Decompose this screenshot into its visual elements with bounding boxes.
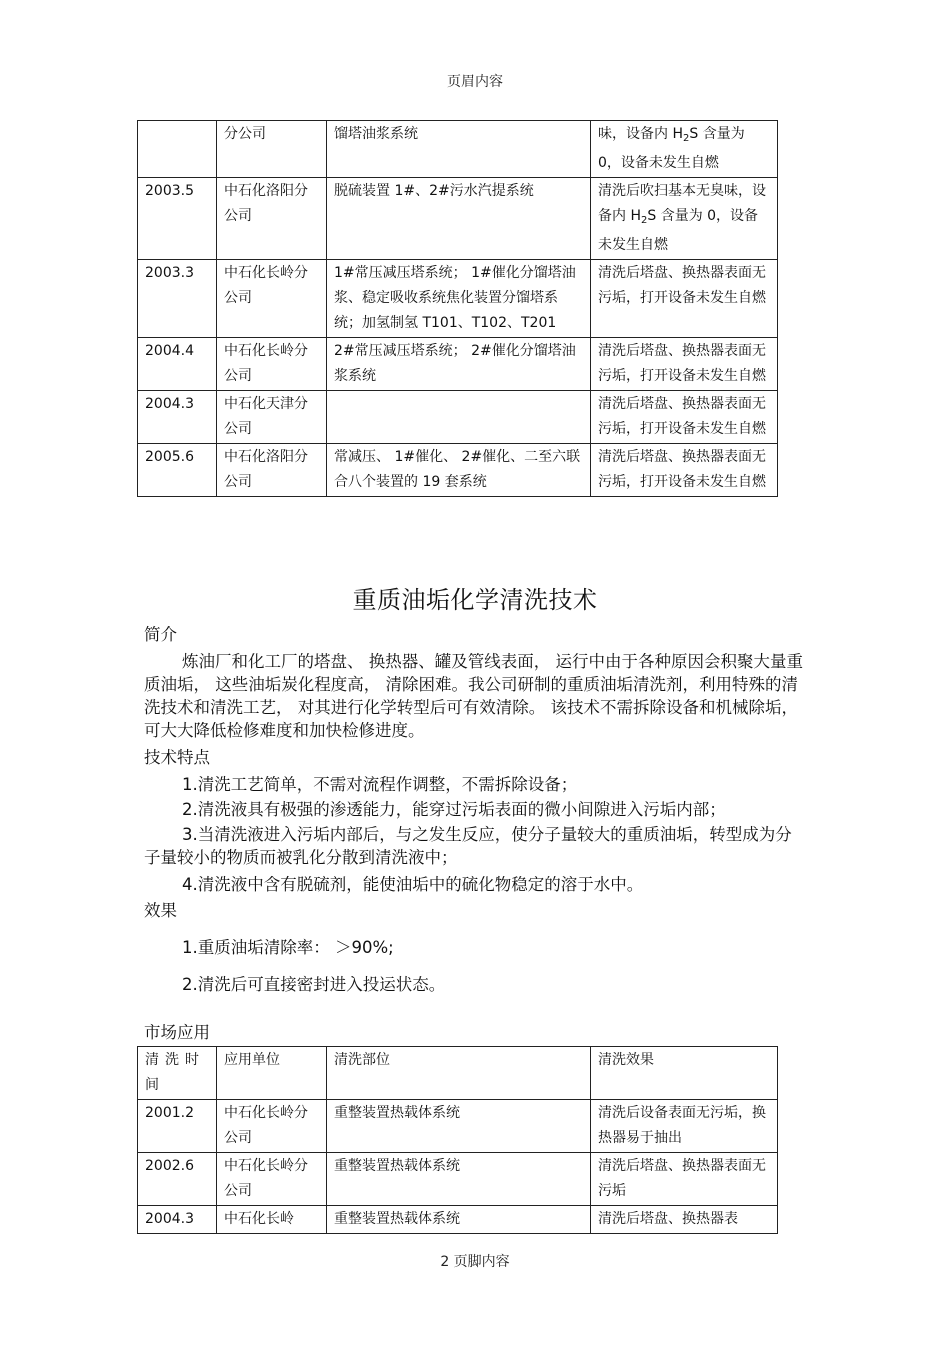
cell-time: 2005.6 [138,444,217,497]
cell-part [327,391,591,444]
feature-item-paragraph [144,823,806,869]
cell-part: 常减压、 1#催化、 2#催化、二至六联合八个装置的 19 套系统 [327,444,591,497]
column-header: 清洗效果 [591,1047,778,1100]
page-header: 页眉内容 [447,74,503,90]
application-table-continued [137,120,778,497]
cell-effect: 清洗后塔盘、换热器表面无污垢，打开设备未发生自燃 [591,338,778,391]
cell-part: 1#常压减压塔系统； 1#催化分馏塔油浆、稳定吸收系统焦化装置分馏塔系统；加氢制氢 T101、T102、T201 [327,260,591,338]
cell-unit: 中石化长岭 [217,1206,327,1234]
feature-item: 3.当清洗液进入污垢内部后，与之发生反应，使分子量较大的重质油垢，转型成为分子量较小的物质而被乳化分散到清洗液中； [144,825,792,867]
cell-time: 2003.3 [138,260,217,338]
market-heading: 市场应用 [144,1023,210,1042]
market-application-table [137,1046,778,1234]
cell-effect: 清洗后塔盘、换热器表面无污垢，打开设备未发生自燃 [591,260,778,338]
cell-effect: 清洗后设备表面无污垢，换热器易于抽出 [591,1100,778,1153]
cell-part: 重整装置热载体系统 [327,1153,591,1206]
cell-effect: 清洗后塔盘、换热器表 [591,1206,778,1234]
table-row [138,121,778,178]
cell-unit: 中石化洛阳分公司 [217,178,327,260]
column-header: 应用单位 [217,1047,327,1100]
intro-heading: 简介 [144,625,177,644]
cell-unit: 中石化洛阳分公司 [217,444,327,497]
table-row [138,1100,778,1153]
cell-unit: 中石化长岭分公司 [217,1100,327,1153]
features-heading: 技术特点 [144,748,210,767]
intro-paragraph [144,650,806,742]
feature-item: 1.清洗工艺简单，不需对流程作调整，不需拆除设备； [182,775,578,794]
intro-text: 炼油厂和化工厂的塔盘、 换热器、罐及管线表面， 运行中由于各种原因会积聚大量重质油垢， 这些油垢炭化程度高， 清除困难。我公司研制的重质油垢清洗剂，利用特殊的清洗技术和清洗工艺， 对其进行化学转型后可有效清除。 该技术不需拆除设备和机械除垢，可大大降低检修难度和加快检修进度。 [144,652,803,740]
cell-unit: 中石化长岭分公司 [217,338,327,391]
effect-item: 2.清洗后可直接密封进入投运状态。 [182,975,446,994]
table-row [138,1153,778,1206]
effect-item: 1.重质油垢清除率： ＞90%; [182,938,394,957]
table-header-row [138,1047,778,1100]
table-row [138,1206,778,1234]
cell-part: 重整装置热载体系统 [327,1100,591,1153]
column-header: 清洗时间 [138,1047,217,1100]
feature-item: 4.清洗液中含有脱硫剂，能使油垢中的硫化物稳定的溶于水中。 [182,875,644,894]
table-row [138,391,778,444]
cell-unit: 中石化天津分公司 [217,391,327,444]
cell-time: 2003.5 [138,178,217,260]
cell-effect: 味，设备内 $H_2S$ 含量为 0，设备未发生自燃 [591,121,778,178]
cell-part: 馏塔油浆系统 [327,121,591,178]
page-footer: 2 页脚内容 [440,1254,510,1270]
cell-time: 2001.2 [138,1100,217,1153]
cell-time [138,121,217,178]
column-header: 清洗部位 [327,1047,591,1100]
feature-item: 2.清洗液具有极强的渗透能力，能穿过污垢表面的微小间隙进入污垢内部； [182,800,726,819]
cell-part: 2#常压减压塔系统； 2#催化分馏塔油浆系统 [327,338,591,391]
cell-effect: 清洗后塔盘、换热器表面无污垢 [591,1153,778,1206]
cell-time: 2002.6 [138,1153,217,1206]
cell-time: 2004.3 [138,391,217,444]
table-row [138,260,778,338]
cell-effect: 清洗后塔盘、换热器表面无污垢，打开设备未发生自燃 [591,444,778,497]
cell-part: 脱硫装置 1#、2#污水汽提系统 [327,178,591,260]
cell-effect: 清洗后吹扫基本无臭味，设备内 $H_2S$ 含量为 0，设备未发生自燃 [591,178,778,260]
table-row [138,444,778,497]
table-row [138,338,778,391]
cell-time: 2004.3 [138,1206,217,1234]
cell-part: 重整装置热载体系统 [327,1206,591,1234]
article-title: 重质油垢化学清洗技术 [352,586,598,614]
cell-time: 2004.4 [138,338,217,391]
cell-unit: 中石化长岭分公司 [217,260,327,338]
effect-heading: 效果 [144,901,177,920]
cell-unit: 分公司 [217,121,327,178]
cell-effect: 清洗后塔盘、换热器表面无污垢，打开设备未发生自燃 [591,391,778,444]
cell-unit: 中石化长岭分公司 [217,1153,327,1206]
table-row [138,178,778,260]
